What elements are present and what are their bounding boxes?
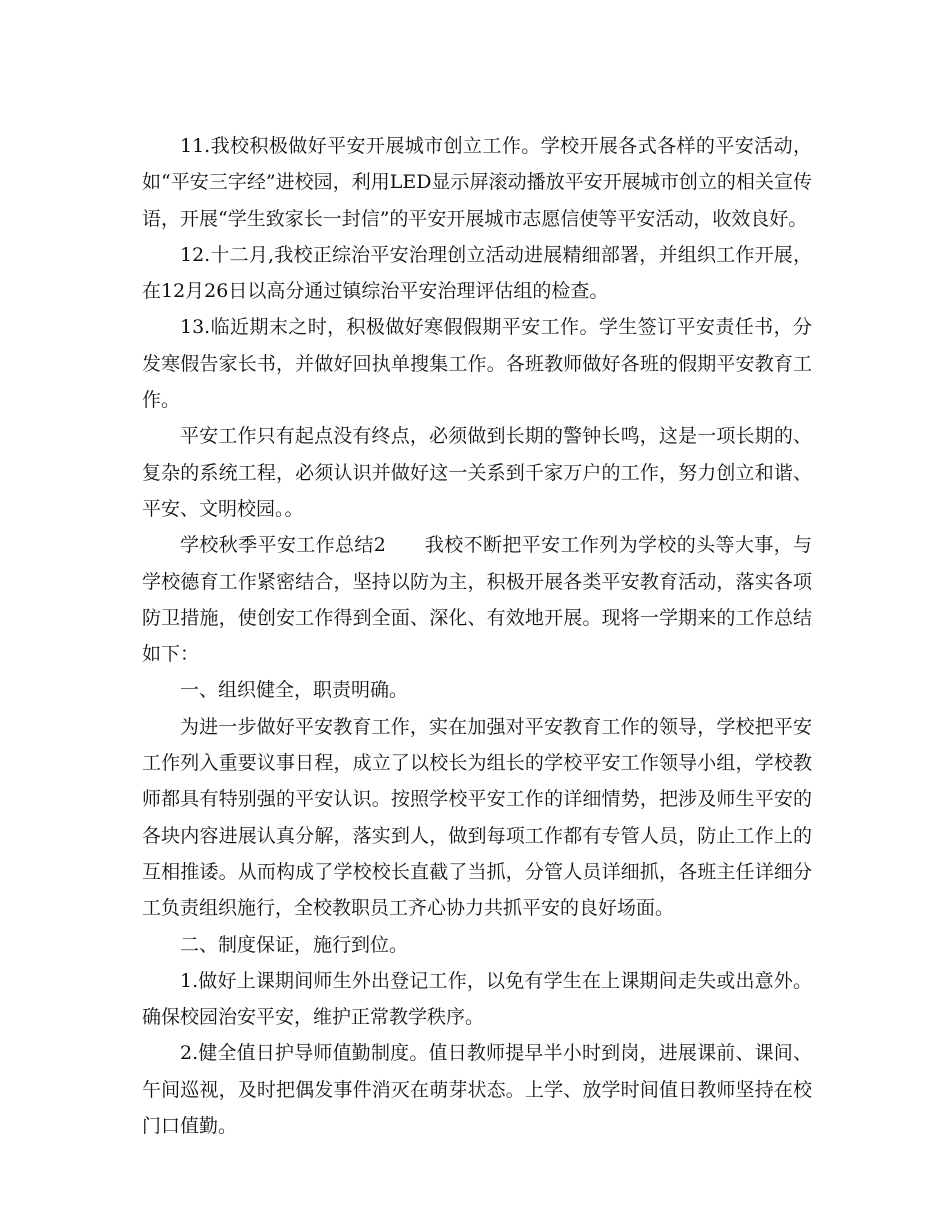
paragraph-item-12: 12.十二月,我校正综治平安治理创立活动进展精细部署，并组织工作开展，在12月26日以高分通过镇综治平安治理评估组的检查。 xyxy=(142,243,812,303)
document-body xyxy=(142,128,812,1144)
section-heading-1: 一、组织健全，职责明确。 xyxy=(180,679,409,702)
paragraph-summary-2-intro: 学校秋季平安工作总结2 我校不断把平安工作列为学校的头等大事，与学校德育工作紧密结合，坚持以防为主，积极开展各类平安教育活动，落实各项防卫措施，使创安工作得到全面、深化、有效地开展。现将一学期来的工作总结如下： xyxy=(142,534,812,666)
paragraph-organization: 为进一步做好平安教育工作，实在加强对平安教育工作的领导，学校把平安工作列入重要议事日程，成立了以校长为组长的学校平安工作领导小组，学校教师都具有特别强的平安认识。按照学校平安工作的详细情势，把涉及师生平安的各块内容进展认真分解，落实到人，做到每项工作都有专管人员，防止工作上的互相推诿。从而构成了学校校长直截了当抓，分管人员详细抓，各班主任详细分工负责组织施行，全校教职员工齐心协力共抓平安的良好场面。 xyxy=(142,715,812,920)
paragraph-item-13: 13.临近期末之时，积极做好寒假假期平安工作。学生签订平安责任书，分发寒假告家长书，并做好回执单搜集工作。各班教师做好各班的假期平安教育工作。 xyxy=(142,316,812,412)
paragraph-rule-1: 1.做好上课期间师生外出登记工作，以免有学生在上课期间走失或出意外。确保校园治安平安，维护正常教学秩序。 xyxy=(142,969,812,1029)
paragraph-conclusion: 平安工作只有起点没有终点，必须做到长期的警钟长鸣，这是一项长期的、复杂的系统工程，必须认识并做好这一关系到千家万户的工作，努力创立和谐、平安、文明校园。。 xyxy=(142,425,812,520)
paragraph-rule-2: 2.健全值日护导师值勤制度。值日教师提早半小时到岗，进展课前、课间、午间巡视，及时把偶发事件消灭在萌芽状态。上学、放学时间值日教师坚持在校门口值勤。 xyxy=(142,1042,812,1138)
section-heading-2: 二、制度保证，施行到位。 xyxy=(180,933,409,956)
paragraph-item-11: 11.我校积极做好平安开展城市创立工作。学校开展各式各样的平安活动，如“平安三字经”进校园，利用LED显示屏滚动播放平安开展城市创立的相关宣传语，开展“学生致家长一封信”的平安开展城市志愿信使等平安活动，收效良好。 xyxy=(142,135,812,230)
